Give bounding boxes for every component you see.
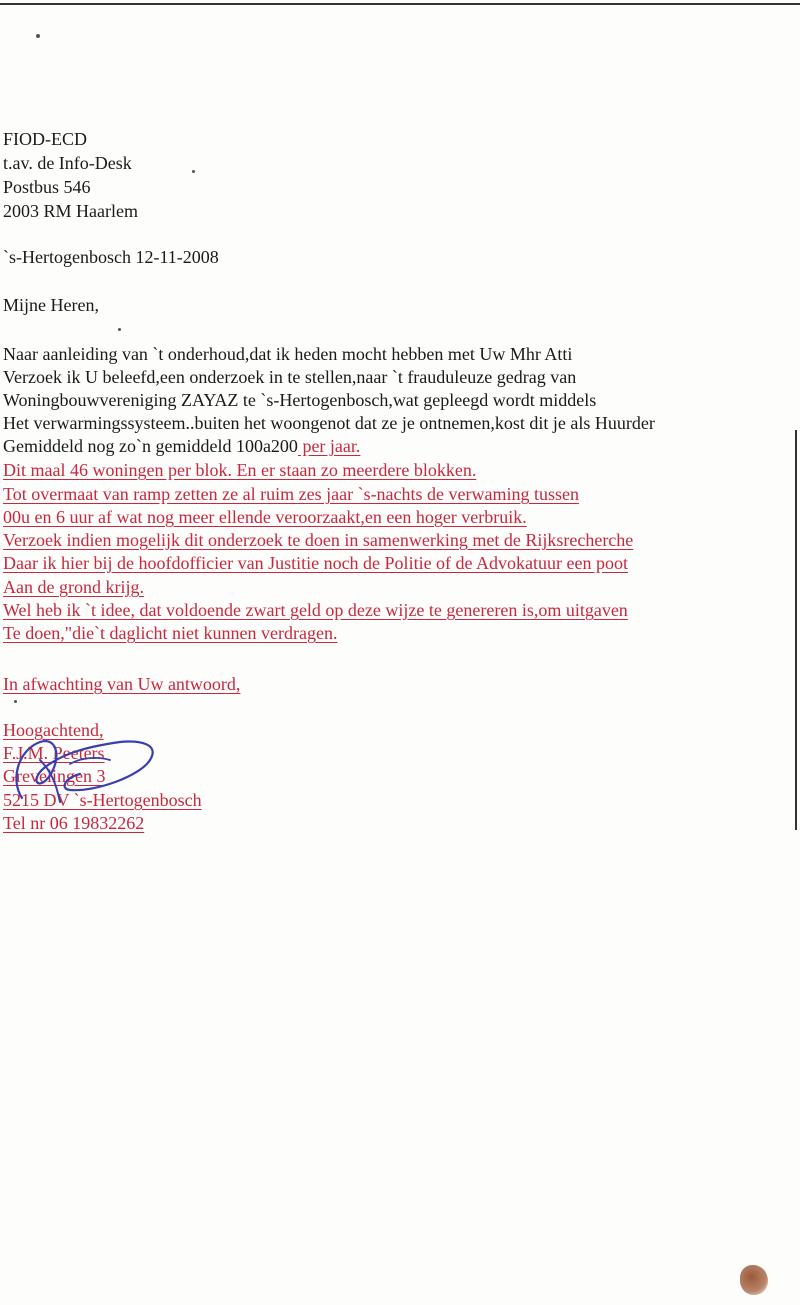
body-line-13: Te doen,"die`t daglicht niet kunnen verdragen. xyxy=(3,623,338,643)
recipient-city: 2003 RM Haarlem xyxy=(3,201,138,221)
recipient-box: Postbus 546 xyxy=(3,177,91,197)
body-line-7: Tot overmaat van ramp zetten ze al ruim zes jaar `s-nachts de verwaming tussen xyxy=(3,484,580,504)
closing: In afwachting van Uw antwoord, xyxy=(3,674,241,694)
signature-phone: Tel nr 06 19832262 xyxy=(3,813,145,833)
body-line-4: Het verwarmingssysteem..buiten het woongenot dat ze je ontnemen,kost dit je als Huurder xyxy=(3,413,655,433)
signature-greeting: Hoogachtend, xyxy=(3,720,104,740)
body-line-6: Dit maal 46 woningen per blok. En er staan zo meerdere blokken. xyxy=(3,460,477,480)
body-line-8: 00u en 6 uur af wat nog meer ellende veroorzaakt,en een hoger verbruik. xyxy=(3,507,527,527)
signature-street: Grevelingen 3 xyxy=(3,766,106,786)
scan-speck xyxy=(14,700,17,703)
page-right-margin-line xyxy=(795,430,797,830)
body-line-9: Verzoek indien mogelijk dit onderzoek te doen in samenwerking met de Rijksrecherche xyxy=(3,530,634,550)
signature-name: F.J.M. Peeters xyxy=(3,743,105,763)
body-line-5 xyxy=(3,435,360,457)
body-line-2: Verzoek ik U beleefd,een onderzoek in te stellen,naar `t frauduleuze gedrag van xyxy=(3,367,577,387)
dateline: `s-Hertogenbosch 12-11-2008 xyxy=(3,247,219,267)
recipient-attn: t.av. de Info-Desk xyxy=(3,153,132,173)
body-line-11: Aan de grond krijg. xyxy=(3,577,144,597)
body-line-5-black: Gemiddeld nog zo`n gemiddeld 100a200 xyxy=(3,436,298,456)
scan-stain xyxy=(740,1265,768,1295)
body-line-5-red: per jaar. xyxy=(297,436,361,456)
scan-speck xyxy=(192,170,195,173)
body-line-3: Woningbouwvereniging ZAYAZ te `s-Hertogenbosch,wat gepleegd wordt middels xyxy=(3,390,597,410)
body-line-12: Wel heb ik `t idee, dat voldoende zwart geld op deze wijze te genereren is,om uitgaven xyxy=(3,600,628,620)
recipient-org: FIOD-ECD xyxy=(3,129,87,149)
scan-speck xyxy=(36,34,40,38)
body-line-10: Daar ik hier bij de hoofdofficier van Justitie noch de Politie of de Advokatuur een poot xyxy=(3,553,629,573)
handwritten-signature xyxy=(0,720,170,810)
page-top-edge-line xyxy=(0,3,800,5)
body-line-1: Naar aanleiding van `t onderhoud,dat ik heden mocht hebben met Uw Mhr Atti xyxy=(3,344,573,364)
signature-postal: 5215 DV `s-Hertogenbosch xyxy=(3,790,202,810)
scan-speck xyxy=(118,328,121,331)
salutation: Mijne Heren, xyxy=(3,295,99,315)
